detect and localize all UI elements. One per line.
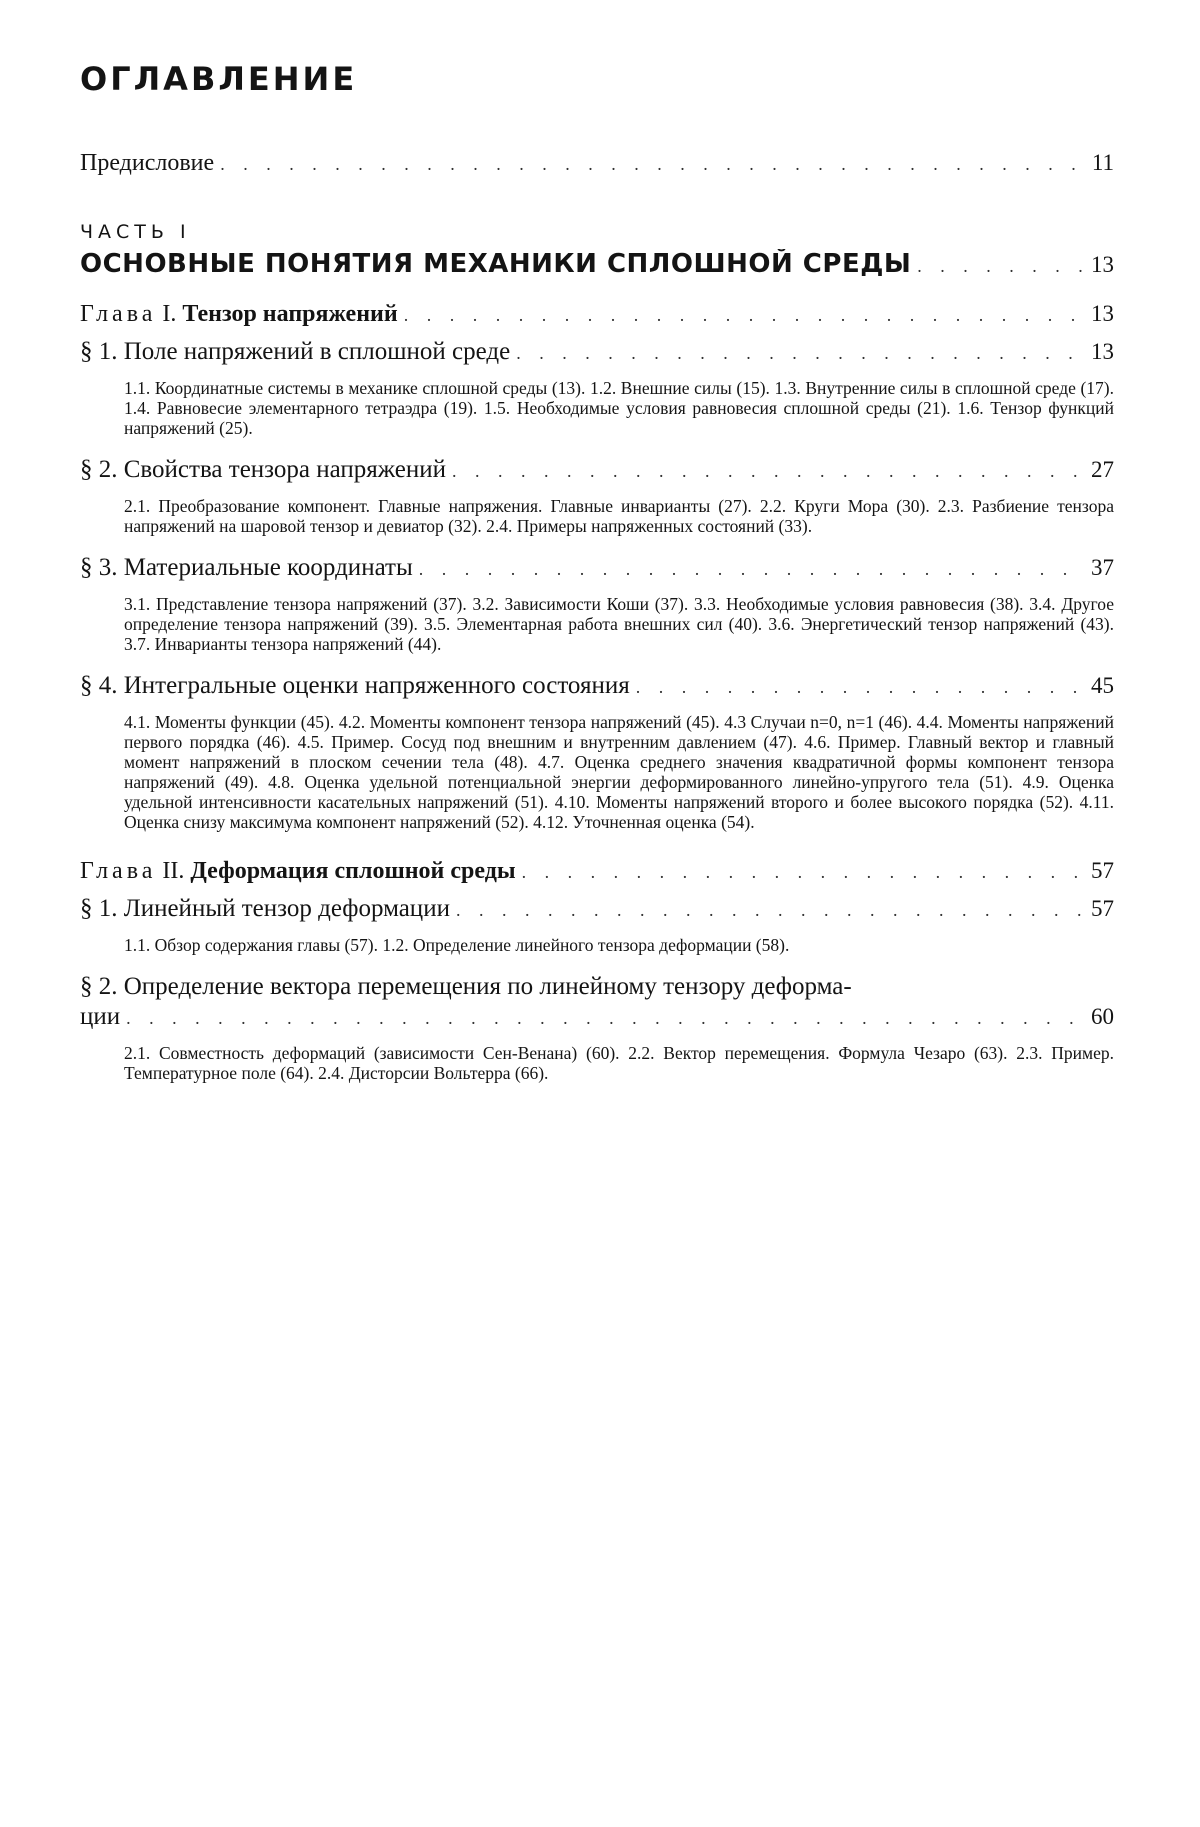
leader-dots	[126, 1008, 1084, 1029]
leader-dots	[522, 862, 1084, 883]
leader-dots	[452, 461, 1084, 482]
chapter-word: Глава	[80, 301, 157, 327]
toc-entry-section[interactable]	[80, 456, 1114, 484]
toc-entry-preface[interactable]	[80, 150, 1114, 177]
leader-dots	[636, 677, 1084, 698]
leader-dots	[516, 343, 1084, 364]
section-title-line-1[interactable]: § 2. Определение вектора перемещения по линейному тензору деформа-	[80, 973, 852, 1000]
leader-dots	[220, 154, 1084, 175]
leader-dots	[419, 559, 1084, 580]
toc-entry-chapter-1[interactable]	[80, 301, 1114, 328]
toc-entry-section[interactable]	[80, 895, 1114, 923]
subsection-list: 1.1. Обзор содержания главы (57). 1.2. Определение линейного тензора деформации (58).	[124, 935, 790, 955]
entry-page: 27	[1091, 457, 1114, 482]
chapter-title: Тензор напряжений	[182, 301, 398, 327]
section-title: § 1. Поле напряжений в сплошной среде	[80, 338, 511, 365]
leader-dots	[404, 305, 1084, 326]
toc-title: ОГЛАВЛЕНИЕ	[80, 60, 358, 98]
toc-entry-chapter-2[interactable]	[80, 858, 1114, 885]
subsection-list: 1.1. Координатные системы в механике сплошной среды (13). 1.2. Внешние силы (15). 1.3. Внутренние силы в сплошной среде (17). 1.4. Равновесие элементарного тетраэдра (19). 1.5. Необходимые условия равновесия сплошной среды (21). 1.6. Тензор функций напряжений (25).	[124, 378, 1114, 438]
chapter-heading	[80, 301, 398, 328]
section-title: § 1. Линейный тензор деформации	[80, 895, 450, 922]
entry-page: 13	[1091, 301, 1114, 326]
section-title: § 4. Интегральные оценки напряженного состояния	[80, 672, 630, 699]
subsection-list: 3.1. Представление тензора напряжений (37). 3.2. Зависимости Коши (37). 3.3. Необходимые условия равновесия (38). 3.4. Другое определение тензора напряжений (39). 3.5. Элементарная работа внешних сил (40). 3.6. Энергетический тензор напряжений (43). 3.7. Инварианты тензора напряжений (44).	[124, 594, 1114, 654]
leader-dots	[917, 256, 1084, 277]
chapter-number: I.	[162, 301, 177, 327]
chapter-title: Деформация сплошной среды	[190, 858, 516, 884]
section-title-line-2: ции	[80, 1003, 121, 1030]
subsection-list: 4.1. Моменты функции (45). 4.2. Моменты компонент тензора напряжений (45). 4.3 Случаи n=0, n=1 (46). 4.4. Моменты напряжений первого порядка (46). 4.5. Пример. Сосуд под внешним и внутренним давлением (47). 4.6. Пример. Главный вектор и главный момент напряжений в плоском сечении тела (48). 4.7. Оценка среднего значения квадратичной формы компонент тензора напряжений (49). 4.8. Оценка удельной потенциальной энергии деформированного линейно-упругого тела (51). 4.9. Оценка удельной интенсивности касательных напряжений (51). 4.10. Моменты напряжений второго и более высокого порядка (52). 4.11. Оценка снизу максимума компонент напряжений (52). 4.12. Уточненная оценка (54).	[124, 712, 1114, 832]
toc-entry-part-1[interactable]	[80, 249, 1114, 279]
toc-entry-section[interactable]	[80, 672, 1114, 700]
entry-page: 57	[1091, 896, 1114, 921]
entry-page: 37	[1091, 555, 1114, 580]
toc-entry-section[interactable]	[80, 1003, 1114, 1031]
chapter-heading	[80, 858, 516, 885]
chapter-number: II.	[162, 858, 185, 884]
subsection-list: 2.1. Преобразование компонент. Главные напряжения. Главные инварианты (27). 2.2. Круги Мора (30). 2.3. Разбиение тензора напряжений на шаровой тензор и девиатор (32). 2.4. Примеры напряженных состояний (33).	[124, 496, 1114, 536]
entry-page: 13	[1091, 252, 1114, 277]
part-title: ОСНОВНЫЕ ПОНЯТИЯ МЕХАНИКИ СПЛОШНОЙ СРЕДЫ	[80, 249, 912, 279]
entry-page: 60	[1091, 1004, 1114, 1029]
chapter-word: Глава	[80, 858, 157, 884]
section-title: § 2. Свойства тензора напряжений	[80, 456, 446, 483]
leader-dots	[456, 900, 1084, 921]
section-title: § 3. Материальные координаты	[80, 554, 413, 581]
entry-title: Предисловие	[80, 150, 215, 176]
entry-page: 45	[1091, 673, 1114, 698]
entry-page: 13	[1091, 339, 1114, 364]
subsection-list: 2.1. Совместность деформаций (зависимости Сен-Венана) (60). 2.2. Вектор перемещения. Формула Чезаро (63). 2.3. Пример. Температурное поле (64). 2.4. Дисторсии Вольтерра (66).	[124, 1043, 1114, 1083]
part-label: ЧАСТЬ I	[80, 221, 191, 243]
toc-page	[80, 60, 1114, 1083]
toc-entry-section[interactable]	[80, 554, 1114, 582]
toc-entry-section[interactable]	[80, 338, 1114, 366]
entry-page: 11	[1091, 150, 1114, 175]
entry-page: 57	[1091, 858, 1114, 883]
